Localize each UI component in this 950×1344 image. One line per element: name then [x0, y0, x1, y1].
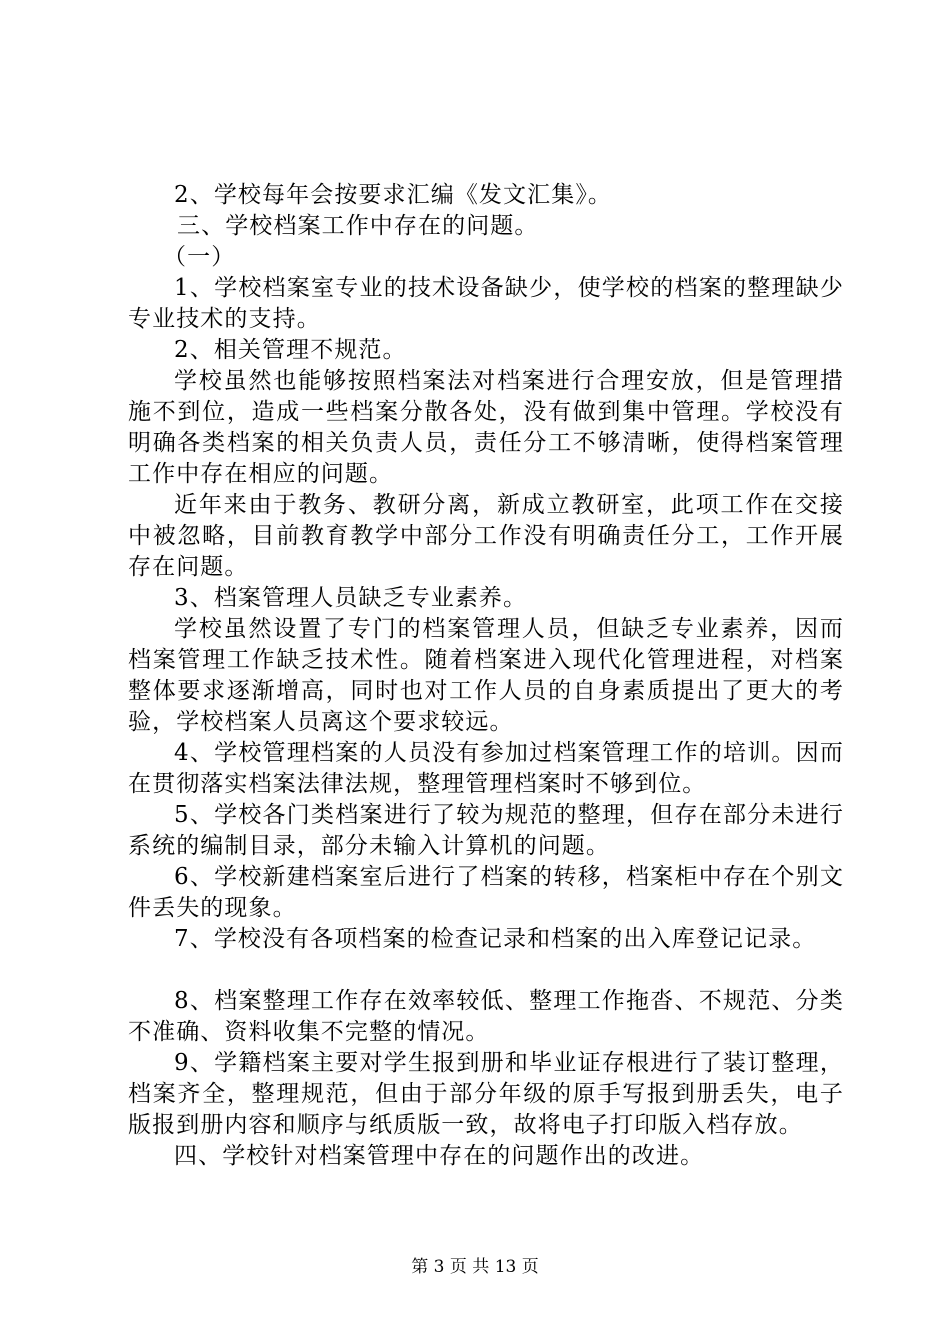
page-number-footer: 第 3 页 共 13 页	[411, 1257, 539, 1277]
paragraph-problem-5: 5、学校各门类档案进行了较为规范的整理，但存在部分未进行系统的编制目录，部分未输入计算机的问题。	[128, 802, 844, 859]
paragraph-item-2-summary: 2、学校每年会按要求汇编《发文汇集》。	[174, 182, 613, 208]
section-heading-problems: 三、学校档案工作中存在的问题。	[177, 213, 539, 239]
paragraph-problem-6: 6、学校新建档案室后进行了档案的转移，档案柜中存在个别文件丢失的现象。	[128, 864, 844, 921]
subsection-heading-one: （一）	[163, 244, 236, 270]
paragraph-problem-2-detail: 学校虽然也能够按照档案法对档案进行合理安放，但是管理措施不到位，造成一些档案分散各处，没有做到集中管理。学校没有明确各类档案的相关负责人员，责任分工不够清晰，使得档案管理工作中存在相应的问题。	[128, 368, 844, 487]
paragraph-problem-4: 4、学校管理档案的人员没有参加过档案管理工作的培训。因而在贯彻落实档案法律法规，整理管理档案时不够到位。	[128, 740, 844, 797]
paragraph-problem-9: 9、学籍档案主要对学生报到册和毕业证存根进行了装订整理，档案齐全，整理规范，但由于部分年级的原手写报到册丢失，电子版报到册内容和顺序与纸质版一致，故将电子打印版入档存放。	[128, 1050, 844, 1138]
paragraph-problem-2: 2、相关管理不规范。	[174, 337, 407, 363]
paragraph-problem-8: 8、档案整理工作存在效率较低、整理工作拖沓、不规范、分类不准确、资料收集不完整的情况。	[128, 988, 844, 1045]
document-body	[128, 180, 844, 1172]
paragraph-problem-3: 3、档案管理人员缺乏专业素养。	[174, 585, 528, 611]
paragraph-problem-2-detail-b: 近年来由于教务、教研分离，新成立教研室，此项工作在交接中被忽略，目前教育教学中部分工作没有明确责任分工，工作开展存在问题。	[128, 492, 844, 580]
paragraph-problem-1: 1、学校档案室专业的技术设备缺少，使学校的档案的整理缺少专业技术的支持。	[128, 275, 844, 332]
paragraph-problem-3-detail: 学校虽然设置了专门的档案管理人员，但缺乏专业素养，因而档案管理工作缺乏技术性。随着档案进入现代化管理进程，对档案整体要求逐渐增高，同时也对工作人员的自身素质提出了更大的考验，学校档案人员离这个要求较远。	[128, 616, 844, 735]
section-heading-improvements: 四、学校针对档案管理中存在的问题作出的改进。	[174, 1143, 705, 1169]
paragraph-problem-7: 7、学校没有各项档案的检查记录和档案的出入库登记记录。	[174, 926, 817, 952]
